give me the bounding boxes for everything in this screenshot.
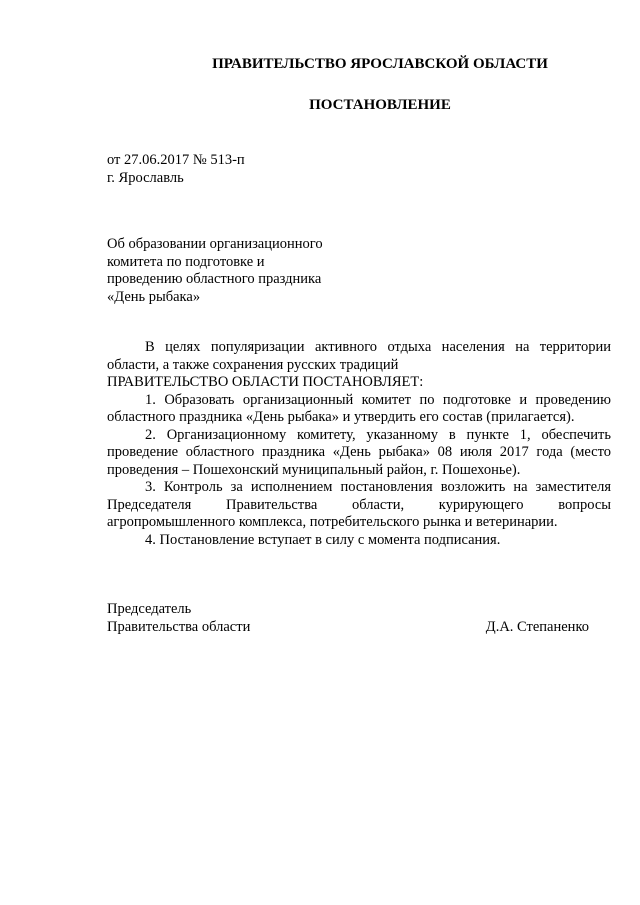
signatory-name: Д.А. Степаненко xyxy=(485,618,589,635)
signatory-title-row xyxy=(107,619,611,637)
resolution-heading: ПРАВИТЕЛЬСТВО ОБЛАСТИ ПОСТАНОВЛЯЕТ: xyxy=(107,374,424,390)
subject-line-2: комитета по подготовке и xyxy=(107,253,265,270)
resolution-item-3: 3. Контроль за исполнением постановления возложить на заместителя Председателя Правительства области, курирующего вопросы агропромышленного комплекса, потребительского рынка и ветеринарии. xyxy=(107,479,611,530)
signatory-title-line-2: Правительства области xyxy=(107,618,251,635)
resolution-item-4: 4. Постановление вступает в силу с момента подписания. xyxy=(145,531,501,548)
document-type: ПОСТАНОВЛЕНИЕ xyxy=(309,97,451,113)
document-subject xyxy=(107,236,367,306)
date-number: от 27.06.2017 № 513-п xyxy=(107,152,245,168)
signature-block xyxy=(107,601,611,636)
resolution-item-2: 2. Организационному комитету, указанному в пункте 1, обеспечить проведение областного праздника «День рыбака» 08 июля 2017 года (место проведения – Пошехонский муниципальный район, г. Пошехонье). xyxy=(107,426,611,478)
document-body xyxy=(107,339,611,549)
subject-line-3: проведению областного праздника xyxy=(107,271,322,287)
subject-line-4: «День рыбака» xyxy=(107,288,201,305)
preamble: В целях популяризации активного отдыха населения на территории области, а также сохранения русских традиций xyxy=(107,339,611,373)
subject-line-1: Об образовании организационного xyxy=(107,236,323,252)
document-meta xyxy=(107,152,407,187)
city: г. Ярославль xyxy=(107,169,184,186)
signatory-title-line-1: Председатель xyxy=(107,601,192,617)
government-title: ПРАВИТЕЛЬСТВО ЯРОСЛАВСКОЙ ОБЛАСТИ xyxy=(212,56,548,72)
resolution-item-1: 1. Образовать организационный комитет по подготовке и проведению областного праздника «День рыбака» и утвердить его состав (прилагается). xyxy=(107,391,611,425)
